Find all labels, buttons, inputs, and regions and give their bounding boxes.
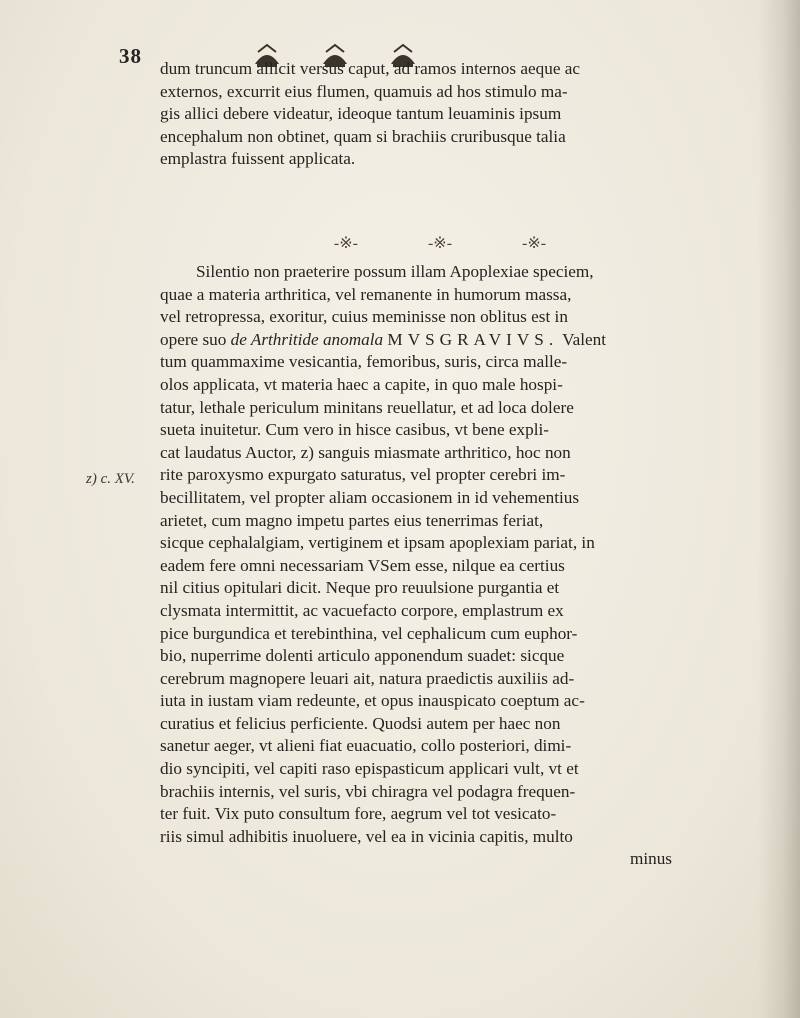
text-line: eadem fere omni necessariam VSem esse, nilque ea certius <box>160 555 565 575</box>
catchword: minus <box>629 849 672 869</box>
text-line: arietet, cum magno impetu partes eius tenerrimas feriat, <box>160 510 544 530</box>
text-line: curatius et felicius perficiente. Quodsi autem per haec non <box>160 713 561 733</box>
page-number: 38 <box>119 44 142 68</box>
text-line: dum truncum allicit versus caput, ad ramos internos aeque ac <box>160 59 581 78</box>
text-line: gis allici debere videatur, ideoque tantum leuaminis ipsum <box>160 104 562 124</box>
paragraph-1 <box>160 58 720 171</box>
text-line: nil citius opitulari dicit. Neque pro reuulsione purgantia et <box>160 578 560 598</box>
text-line: sicque cephalalgiam, vertiginem et ipsam apoplexiam pariat, in <box>160 533 595 553</box>
text-line: cat laudatus Auctor, z) sanguis miasmate arthritico, hoc non <box>160 442 571 462</box>
separator-star: -※- <box>333 235 358 252</box>
text-line: emplastra fuissent applicata. <box>160 149 356 169</box>
text-line: clysmata intermittit, ac vacuefacto corpore, emplastrum ex <box>160 600 564 620</box>
text-line <box>160 329 720 352</box>
text-line: quae a materia arthritica, vel remanente in humorum massa, <box>160 284 572 304</box>
text-line: tatur, lethale periculum minitans reuellatur, et ad loca dolere <box>160 397 574 417</box>
page-edge-shadow <box>758 0 800 1018</box>
separator-star: -※- <box>522 235 547 252</box>
cited-author: MVSGRAVIVS. <box>387 329 559 349</box>
separator-star: -※- <box>427 235 453 252</box>
paragraph-2 <box>160 261 720 871</box>
section-separator <box>160 233 720 253</box>
text-line: brachiis internis, vel suris, vbi chiragra vel podagra frequen- <box>160 781 576 801</box>
text-line: encephalum non obtinet, quam si brachiis cruribusque talia <box>160 126 566 146</box>
cited-work-title: de Arthritide anomala <box>230 329 384 349</box>
text-fragment: Valent <box>558 329 607 349</box>
text-line: pice burgundica et terebinthina, vel cephalicum cum euphor- <box>160 623 578 643</box>
text-line: vel retropressa, exoritur, cuius meminisse non oblitus est in <box>160 307 568 327</box>
text-line: sanetur aeger, vt alieni fiat euacuatio, collo posteriori, dimi- <box>160 736 572 756</box>
text-line: sueta inuitetur. Cum vero in hisce casibus, vt bene expli- <box>160 420 550 440</box>
text-line: tum quammaxime vesicantia, femoribus, suris, circa malle- <box>160 352 568 372</box>
text-line: Silentio non praeterire possum illam Apoplexiae speciem, <box>196 262 594 281</box>
margin-note: z) c. XV. <box>86 471 135 487</box>
text-line: olos applicata, vt materia haec a capite, in quo male hospi- <box>160 374 563 394</box>
text-line: dio syncipiti, vel capiti raso epispasticum applicari vult, vt et <box>160 759 579 779</box>
text-line: iuta in iustam viam redeunte, et opus inauspicato coeptum ac- <box>160 691 585 711</box>
text-line: becillitatem, vel propter aliam occasionem in id vehementius <box>160 487 580 507</box>
text-line: cerebrum magnopere leuari ait, natura praedictis auxiliis ad- <box>160 668 575 688</box>
text-line: riis simul adhibitis inuoluere, vel ea in vicinia capitis, multo <box>160 826 573 846</box>
text-line: externos, excurrit eius flumen, quamuis ad hos stimulo ma- <box>160 81 568 101</box>
text-line: bio, nuperrime dolenti articulo apponendum suadet: sicque <box>160 646 565 666</box>
text-fragment: opere suo <box>160 329 231 349</box>
text-line: ter fuit. Vix puto consultum fore, aegrum vel tot vesicato- <box>160 804 557 824</box>
text-line: rite paroxysmo expurgato saturatus, vel propter cerebri im- <box>160 465 566 485</box>
